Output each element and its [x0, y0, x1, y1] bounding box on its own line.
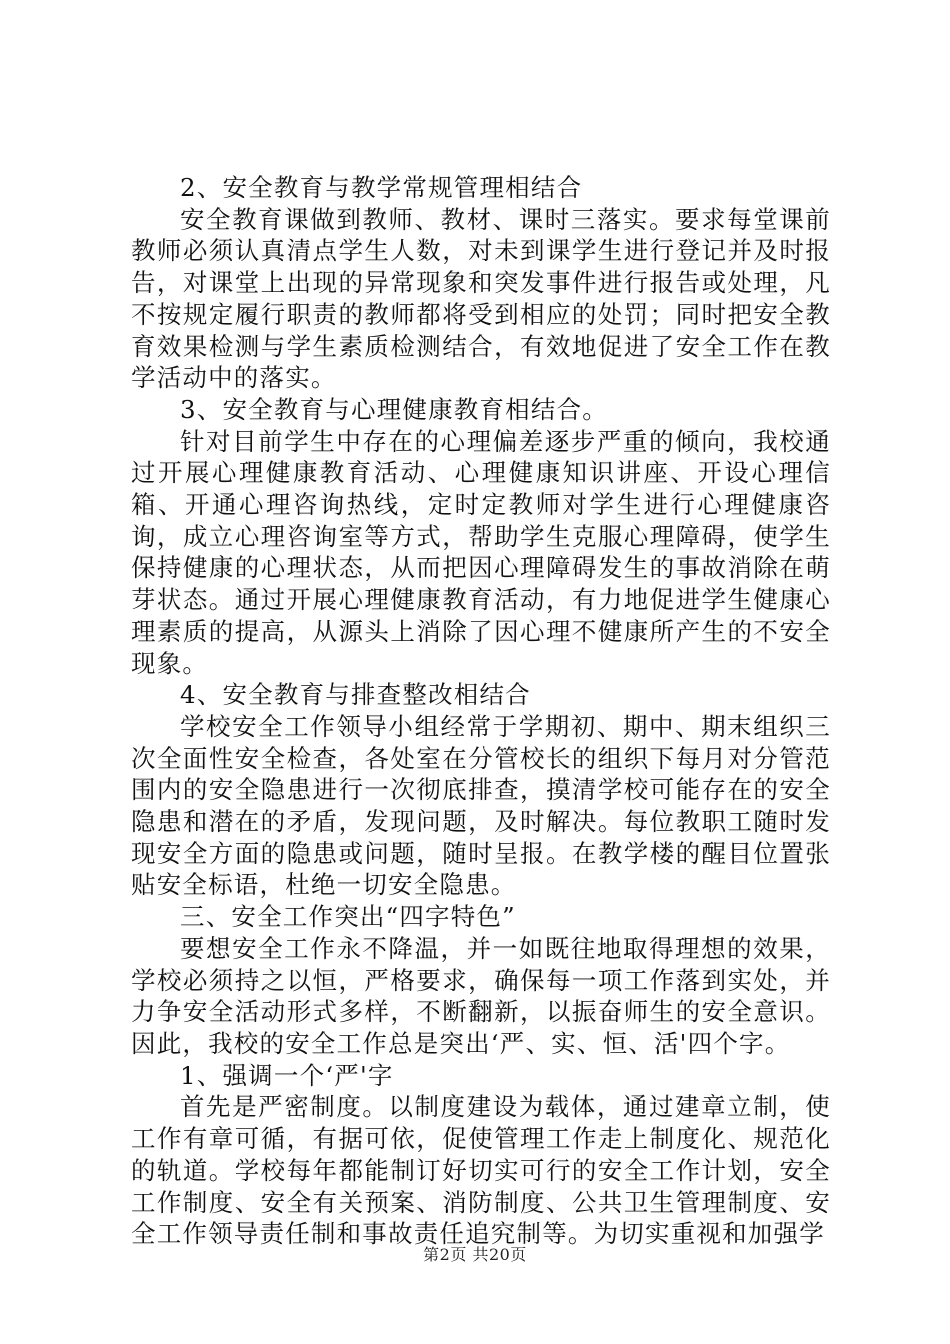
- section-heading-safety-inspection: 4、安全教育与排查整改相结合: [180, 680, 531, 710]
- paragraph-four-characters: 要想安全工作永不降温，并一如既往地取得理想的效果，学校必须持之以恒，严格要求，确保每一项工作落到实处，并力争安全活动形式多样，不断翻新，以振奋师生的安全意识。因此，我校的安全工作总是突出‘严、实、恒、活'四个字。: [131, 933, 831, 1058]
- paragraph-mental-health: 针对目前学生中存在的心理偏差逐步严重的倾向，我校通过开展心理健康教育活动、心理健康知识讲座、开设心理信箱、开通心理咨询热线，定时定教师对学生进行心理健康咨询，成立心理咨询室等方式，帮助学生克服心理障碍，使学生保持健康的心理状态，从而把因心理障碍发生的事故消除在萌芽状态。通过开展心理健康教育活动，有力地促进学生健康心理素质的提高，从源头上消除了因心理不健康所产生的不安全现象。: [131, 426, 831, 678]
- page-number-footer: 第2页 共20页: [423, 1245, 527, 1264]
- section-heading-safety-teaching-routine: 2、安全教育与教学常规管理相结合: [180, 173, 583, 202]
- paragraph-teaching-routine: 安全教育课做到教师、教材、课时三落实。要求每堂课前教师必须认真清点学生人数，对未到课学生进行登记并及时报告，对课堂上出现的异常现象和突发事件进行报告或处理，凡不按规定履行职责的教师都将受到相应的处罚；同时把安全教育效果检测与学生素质检测结合，有效地促进了安全工作在教学活动中的落实。: [131, 204, 831, 393]
- document-body: [131, 172, 831, 1250]
- section-heading-four-characters: 三、安全工作突出“四字特色”: [180, 902, 516, 932]
- section-heading-safety-mental-health: 3、安全教育与心理健康教育相结合。: [180, 394, 608, 424]
- section-heading-strict: 1、强调一个‘严'字: [180, 1060, 394, 1090]
- paragraph-inspection: 学校安全工作领导小组经常于学期初、期中、期末组织三次全面性安全检查，各处室在分管校长的组织下每月对分管范围内的安全隐患进行一次彻底排查，摸清学校可能存在的安全隐患和潜在的矛盾，发现问题，及时解决。每位教职工随时发现安全方面的隐患或问题，随时呈报。在教学楼的醒目位置张贴安全标语，杜绝一切安全隐患。: [131, 711, 831, 900]
- paragraph-strict-system: 首先是严密制度。以制度建设为载体，通过建章立制，使工作有章可循，有据可依，促使管理工作走上制度化、规范化的轨道。学校每年都能制订好切实可行的安全工作计划，安全工作制度、安全有关预案、消防制度、公共卫生管理制度、安全工作领导责任制和事故责任追究制等。为切实重视和加强学: [131, 1092, 831, 1249]
